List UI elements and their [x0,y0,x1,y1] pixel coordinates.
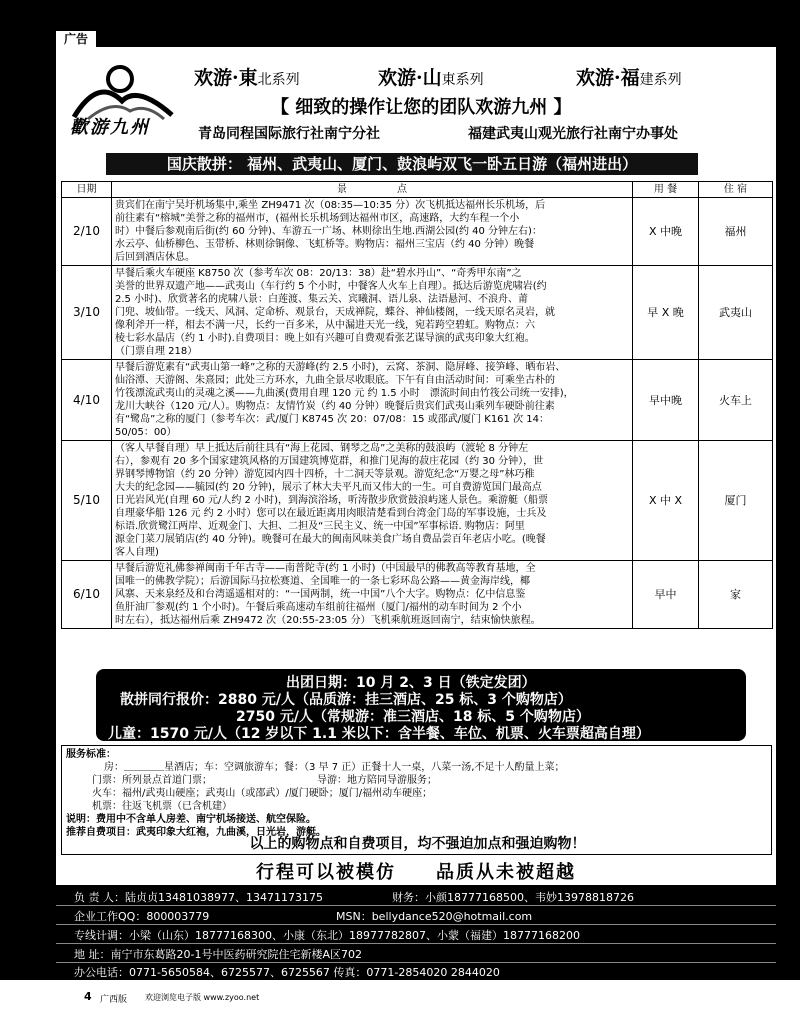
sights-line: 风寨、天来泉经及和台湾遥遥相对的：“一国两制，统一中国”八个大字。购物点：亿中信息鉴 [115,589,526,600]
row-meals: X 中 X [633,441,699,561]
row-sights [112,441,633,561]
service-title: 服务标准： [66,749,116,760]
sights-line: 2.5 小时)、欣赏著名的虎啸八景：白莲渡、集云关、宾曦洞、语儿泉、法语悬河、不浪舟、莆 [115,294,528,305]
row-stay: 火车上 [699,360,773,441]
footer-divider [56,924,776,925]
header-meals: 用 餐 [633,182,699,198]
row-date: 3/10 [62,266,112,360]
row-date: 5/10 [62,441,112,561]
service-line: 火车：福州/武夷山硬座；武夷山（或邵武）/厦门硬卧；厦门/福州动车硬座； [92,788,433,799]
header-sights: 景 点 [112,182,633,198]
tagline: 行程可以被模仿 品质从未被超越 [56,860,776,885]
itinerary-table [61,181,773,629]
price-standard: 2750 元/人（常规游：准三酒店、18 标、5 个购物店） [236,709,590,725]
sights-line: 大夫的纪念园——毓园(约 20 分钟)，展示了林大夫平凡而又伟大的一生。可自费游览国门最高点 [115,482,542,493]
sights-line: 早餐后游览素有“武夷山第一峰”之称的天游峰(约 2.5 小时)，云窝、茶洞、隐屏峰、接笋峰、晒布岩、 [115,362,566,373]
service-note: 说明：费用中不含单人房差、南宁机场接送、航空保险。 [66,814,316,825]
row-meals: 早中 [633,561,699,629]
row-meals: X 中晚 [633,198,699,266]
sights-line: 源金门菜刀展销店(约 40 分钟)。晚餐可在最大的闽南风味美食广场自费品尝百年老店小吃。(晚餐 [115,534,546,545]
footer-manager: 负 责 人：陆贞贞13481038977、13471173175 [74,891,323,904]
footer-phone: 办公电话：0771-5650584、6725577、6725567 传真：0771-2854020 2844020 [74,966,500,979]
sights-line: 界钢琴博物馆（约 20 分钟）游览园内四十四桥，十二洞天等景观。游览纪念“万婴之母”林巧稚 [115,469,535,480]
price-quality: 散拼同行报价：2880 元/人（品质游：挂三酒店、25 标、3 个购物店） [120,692,572,708]
advert-panel [56,47,776,860]
row-stay: 武夷山 [699,266,773,360]
sights-line: 棱七彩水晶店（约 1 小时).自费项目：晚上如有兴趣可自费观看张艺谋导演的武夷印象大红袍。 [115,333,535,344]
sights-line: 50/05：00） [115,427,177,438]
row-date: 6/10 [62,561,112,629]
sights-line: 右），参观有 20 多个国家建筑风格的万国建筑博览群，和推门见海的菽庄花园（约 30 分钟），世 [115,456,544,467]
sights-line: 贵宾们在南宁吴圩机场集中,乘坐 ZH9471 次（08:35—10:35 分）次飞机抵达福州长乐机场，后 [115,200,546,211]
sights-line: 有“鹭岛”之称的厦门（参考车次：武/厦门 K8745 次 20：07/08：15 或邵武/厦门 K161 次 14： [115,414,549,425]
footer-planners: 专线计调：小梁（山东）18777168300、小康（东北）18977782807、小蒙（福建）18777168200 [74,929,580,942]
table-row [62,441,773,561]
website-link[interactable]: 欢迎浏览电子版 www.zyoo.net [145,993,260,1002]
agency-wuyishan: 福建武夷山观光旅行社南宁办事处 [468,126,678,142]
footer-divider [56,905,776,906]
sights-line: 国唯一的佛教学院）；后游国际马拉松赛道、全国唯一的一条七彩环岛公路——黄金海岸线，椰 [115,576,530,587]
slogan: 【 细致的操作让您的团队欢游九州 】 [271,97,572,118]
table-row [62,561,773,629]
ad-tag: 广告 [56,31,96,47]
row-stay: 厦门 [699,441,773,561]
sights-line: （客人早餐自理）早上抵达后前往具有“海上花园、钢琴之岛”之美称的鼓浪屿（渡轮 8 分钟左 [115,443,529,454]
row-stay: 家 [699,561,773,629]
sights-line: 日光岩风光(自理 60 元/人约 2 小时)，到海滨浴场，听涛散步欣赏鼓浪屿迷人景色。乘游艇（船票 [115,495,548,506]
sights-line: 早餐后游览礼佛参禅闽南千年古寺——南普陀寺(约 1 小时)（中国最早的佛教高等教育基地，全 [115,563,536,574]
edition-label: 广西版 [100,995,128,1005]
price-child: 儿童：1570 元/人（12 岁以下 1.1 米以下：含半餐、车位、机票、火车票超高自理） [108,726,650,742]
table-row [62,360,773,441]
sights-line: （门票自理 218） [115,346,198,357]
header-date: 日期 [62,182,112,198]
footer-divider [56,943,776,944]
self-pay-items: 推荐自费项目：武夷印象大红袍，九曲溪，日光岩，游艇。 [66,827,326,838]
sights-line: 标语.欣赏鹭江两岸、近观金门、大担、二担及“三民主义、统一中国”军事标语. 购物店：阿里 [115,521,525,532]
logo-text: 歡游九州 [70,117,150,138]
row-stay: 福州 [699,198,773,266]
agency-qingdao: 青岛同程国际旅行社南宁分社 [198,126,380,142]
series-fujian: 欢游·福建系列 [576,67,682,89]
header-stay: 住 宿 [699,182,773,198]
row-sights [112,198,633,266]
sights-line: 水云亭、仙桥柳色、玉带桥、林则徐铜像、飞虹桥等。购物店：福州三宝店（约 40 分钟）晚餐 [115,239,535,250]
row-date: 2/10 [62,198,112,266]
sights-line: 自理豪华船 126 元 约 2 小时）您可以在最近距离用肉眼清楚看到台湾金门岛的军事设施，士兵及 [115,508,547,519]
sights-line: 像利斧开一样，相去不满一尺，长约一百多米，从中漏进天光一线，宛若跨空碧虹。购物点：六 [115,320,535,331]
row-sights [112,360,633,441]
service-line: 机票：往返飞机票（已含机建） [92,801,232,812]
sights-line: 前往素有“榕城”美誉之称的福州市，(福州长乐机场到达福州市区，高速路，大约车程一个小 [115,213,520,224]
series-shandong: 欢游·山東系列 [378,67,484,89]
row-sights [112,266,633,360]
sights-line: 鱼肝油厂参观(约 1 个小时)。午餐后乘高速动车组前往福州（厦门/福州的动车时间为 2 个小 [115,602,522,613]
table-row [62,198,773,266]
series-dongbei: 欢游·東北系列 [194,67,300,89]
sights-line: 时左右），抵达福州后乘 ZH9472 次（20:55-23:05 分）飞机乘航班返回南宁，结束愉快旅程。 [115,615,541,626]
table-row [62,266,773,360]
table-header-row [62,182,773,198]
row-sights [112,561,633,629]
price-box [96,669,746,741]
sights-line: 美誉的世界双遗产地——武夷山（车行约 5 个小时，中餐客人火车上自理）。抵达后游览虎啸岩(约 [115,281,547,292]
footer-address: 地 址：南宁市东葛路20-1号中医药研究院住宅新楼A区702 [74,948,362,961]
page-number: 4 [84,990,92,1003]
sights-line: 早餐后乘火车硬座 K8750 次（参考车次 08：20/13：38）赴“碧水丹山”、“奇秀甲东南”之 [115,268,522,279]
row-date: 4/10 [62,360,112,441]
sights-line: 门兜、坡仙带。一线天、风洞、定命桥、观景台，天成禅院，蝶谷、神仙楼阁，一线天原名灵岩，就 [115,307,555,318]
footer-finance: 财务：小颜18777168500、韦妙13978818726 [392,891,634,904]
depart-dates: 出团日期：10 月 2、3 日（铁定发团） [286,675,536,691]
row-meals: 早 X 晚 [633,266,699,360]
sights-line: 后回到酒店休息。 [115,252,195,263]
sights-line: 竹筏漂流武夷山的灵魂之溪——九曲溪(费用自理 120 元 约 1.5 小时 漂流时间由竹筏公司统一安排)， [115,388,574,399]
service-standards [61,745,772,855]
sights-line: 客人自理) [115,547,159,558]
sights-line: 仙浴潭、天游阁、朱熹园；此处三方环水，九曲全景尽收眼底。下午有自由活动时间：可乘坐古朴的 [115,375,555,386]
footer-divider [56,962,776,963]
service-line: 门票：所列景点首道门票； 导游：地方陪同导游服务； [92,775,437,786]
service-line: 房：＿＿＿＿星酒店；车：空调旅游车；餐：（3 早 7 正）正餐十人一桌，八菜一汤,不足十人酌量上菜； [104,762,565,773]
sights-line: 龙川大峡谷（120 元/人）。购物点：友情竹炭（约 40 分钟）晚餐后贵宾们武夷山乘列车硬卧前往素 [115,401,555,412]
sights-line: 时）中餐后参观南后街(约 60 分钟)、车游五一广场、林则徐出生地.西湖公园(约 40 分钟左右)： [115,226,542,237]
row-meals: 早中晚 [633,360,699,441]
footer-msn: MSN：bellydance520@hotmail.com [336,910,533,923]
footer-qq: 企业工作QQ：800003779 [74,910,210,923]
page-footer-strip [0,980,800,1022]
no-forced-shopping-notice: 以上的购物点和自费项目，均不强迫加点和强迫购物！ [249,836,586,852]
tour-banner: 国庆散拼： 福州、武夷山、厦门、鼓浪屿双飞一卧五日游（福州进出） [106,153,698,175]
